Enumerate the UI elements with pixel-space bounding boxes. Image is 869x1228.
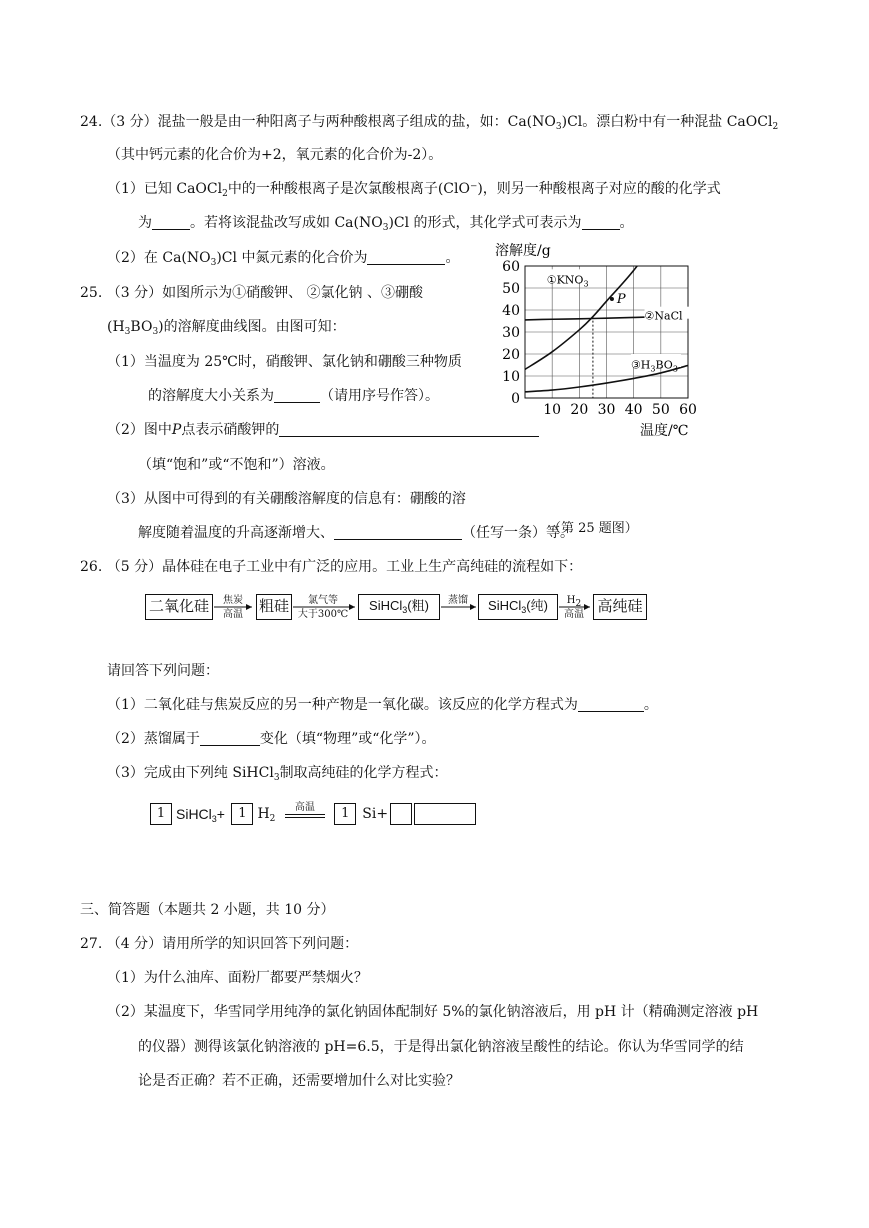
q25-stem-line2: $(H_3BO_3)$的溶解度曲线图。由图可知： [107, 319, 346, 337]
flow-box-crude-si: 粗硅 [256, 594, 292, 620]
solubility-chart [490, 236, 720, 446]
answer-blank[interactable] [582, 215, 620, 230]
kno3-label: $①KNO_3$ [546, 273, 589, 289]
y-tick-label: 50 [502, 281, 520, 297]
y-tick-label: 20 [502, 347, 520, 363]
x-tick-label: 20 [570, 402, 589, 418]
reaction-condition: 高温 [283, 802, 327, 826]
flow-arrow2-top: 氯气等 [308, 595, 338, 606]
q24-part1-line2: 为 。若将该混盐改写成如 $Ca(NO_3)Cl$ 的形式，其化学式可表示为 。 [138, 215, 634, 233]
coef-answer-box[interactable] [390, 803, 412, 825]
product-answer-box[interactable] [414, 803, 476, 825]
flow-box-sihcl3-crude: SiHCl$_3$(粗) [358, 594, 440, 620]
h3bo3-label: $③H_3BO_3$ [630, 358, 678, 374]
answer-blank[interactable] [274, 388, 320, 403]
flow-arrow1-bottom: 高温 [223, 609, 243, 620]
q27-part2-line1: （2）某温度下，华雪同学用纯净的氯化钠固体配制好 5%的氯化钠溶液后，用 pH 计（精确测定溶液 pH [107, 1004, 759, 1020]
q25-part2-line1: （2）图中P点表示硝酸钾的 [107, 421, 539, 439]
q26-ask: 请回答下列问题： [107, 663, 219, 679]
nacl-label: ②NaCl [644, 309, 683, 323]
q25-part2-line2: （填“饱和”或“不饱和”）溶液。 [138, 457, 335, 473]
y-tick-label: 10 [502, 369, 520, 385]
equation [150, 802, 476, 826]
q26-part1: （1）二氧化硅与焦炭反应的另一种产物是一氧化碳。该反应的化学方程式为 。 [107, 697, 658, 713]
flow-box-silica: 二氧化硅 [145, 594, 213, 620]
answer-blank[interactable] [334, 525, 462, 540]
answer-blank[interactable] [578, 697, 644, 712]
x-axis-label: 温度/℃ [640, 423, 689, 439]
q24-stem-line1: 24.（3 分）混盐一般是由一种阳离子与两种酸根离子组成的盐，如：$Ca(NO_3)Cl$。漂白粉中有一种混盐 CaOCl$_2$ [80, 114, 779, 132]
q25-part1-line2: 的溶解度大小关系为 （请用序号作答）。 [148, 388, 439, 404]
coef-box[interactable]: 1 [231, 803, 253, 825]
q27-stem: 27. （4 分）请用所学的知识回答下列问题： [80, 936, 359, 952]
coef-box[interactable]: 1 [334, 803, 356, 825]
q26-part3: （3）完成由下列纯 SiHCl$_3$制取高纯硅的化学方程式： [107, 765, 448, 783]
reactant-sihcl3: SiHCl$_3$+ [176, 806, 225, 824]
y-tick-label: 0 [511, 391, 520, 407]
flow-box-sihcl3-pure: SiHCl$_3$(纯) [478, 594, 558, 620]
q24-part2: （2）在 $Ca(NO_3)Cl$ 中氮元素的化合价为 。 [107, 250, 460, 268]
x-tick-label: 10 [543, 402, 562, 418]
q24-part1-line1: （1）已知 CaOCl$_2$中的一种酸根离子是次氯酸根离子(ClO⁻)，则另一种酸根离子对应的酸的化学式 [107, 181, 721, 199]
q26-part2: （2）蒸馏属于 变化（填“物理”或“化学”）。 [107, 731, 436, 747]
x-tick-label: 60 [679, 402, 697, 418]
flow-arrow1-top: 焦炭 [223, 595, 243, 606]
q25-part3-line1: （3）从图中可得到的有关硼酸溶解度的信息有：硼酸的溶 [107, 491, 466, 507]
y-tick-label: 30 [502, 325, 520, 341]
q27-part2-line2: 的仪器）测得该氯化钠溶液的 pH=6.5，于是得出氯化钠溶液呈酸性的结论。你认为华雪同学的结 [138, 1039, 744, 1055]
reactant-h2: $H_2$ [257, 806, 276, 824]
q25-stem-line1: 25. （3 分）如图所示为①硝酸钾、 ②氯化钠 、③硼酸 [80, 285, 423, 301]
coef-box[interactable]: 1 [150, 803, 172, 825]
point-p [610, 297, 614, 301]
q24-stem-line2: （其中钙元素的化合价为+2，氧元素的化合价为-2）。 [107, 147, 443, 163]
flow-arrow3-top: 蒸馏 [448, 595, 468, 606]
q27-part2-line3: 论是否正确？若不正确，还需要增加什么对比实验？ [138, 1073, 460, 1089]
flow-arrow2-bottom: 大于300℃ [297, 609, 349, 620]
q25-part3-line2: 解度随着温度的升高逐渐增大、 （任写一条）等。 [138, 525, 574, 541]
product-si: Si+ [362, 806, 389, 822]
point-p-label: P [616, 292, 626, 307]
flow-arrow4-top: $H_2$ [566, 595, 582, 609]
q25-part1-line1: （1）当温度为 25℃时，硝酸钾、氯化钠和硼酸三种物质 [107, 354, 462, 370]
y-tick-label: 60 [502, 259, 520, 275]
answer-blank[interactable] [152, 215, 190, 230]
y-axis-label: 溶解度/g [495, 243, 551, 259]
q26-stem: 26. （5 分）晶体硅在电子工业中有广泛的应用。工业上生产高纯硅的流程如下： [80, 559, 583, 575]
section3-title: 三、简答题（本题共 2 小题，共 10 分） [80, 902, 335, 918]
figure-caption: （第 25 题图） [548, 521, 638, 536]
y-tick-label: 40 [502, 303, 520, 319]
x-tick-label: 40 [624, 402, 643, 418]
x-tick-label: 30 [597, 402, 616, 418]
flow-arrow4-bottom: 高温 [564, 609, 584, 620]
q27-part1: （1）为什么油库、面粉厂都要严禁烟火？ [107, 970, 368, 986]
flow-box-pure-si: 高纯硅 [593, 594, 647, 620]
x-tick-label: 50 [651, 402, 670, 418]
answer-blank[interactable] [200, 731, 260, 746]
answer-blank[interactable] [367, 250, 445, 265]
